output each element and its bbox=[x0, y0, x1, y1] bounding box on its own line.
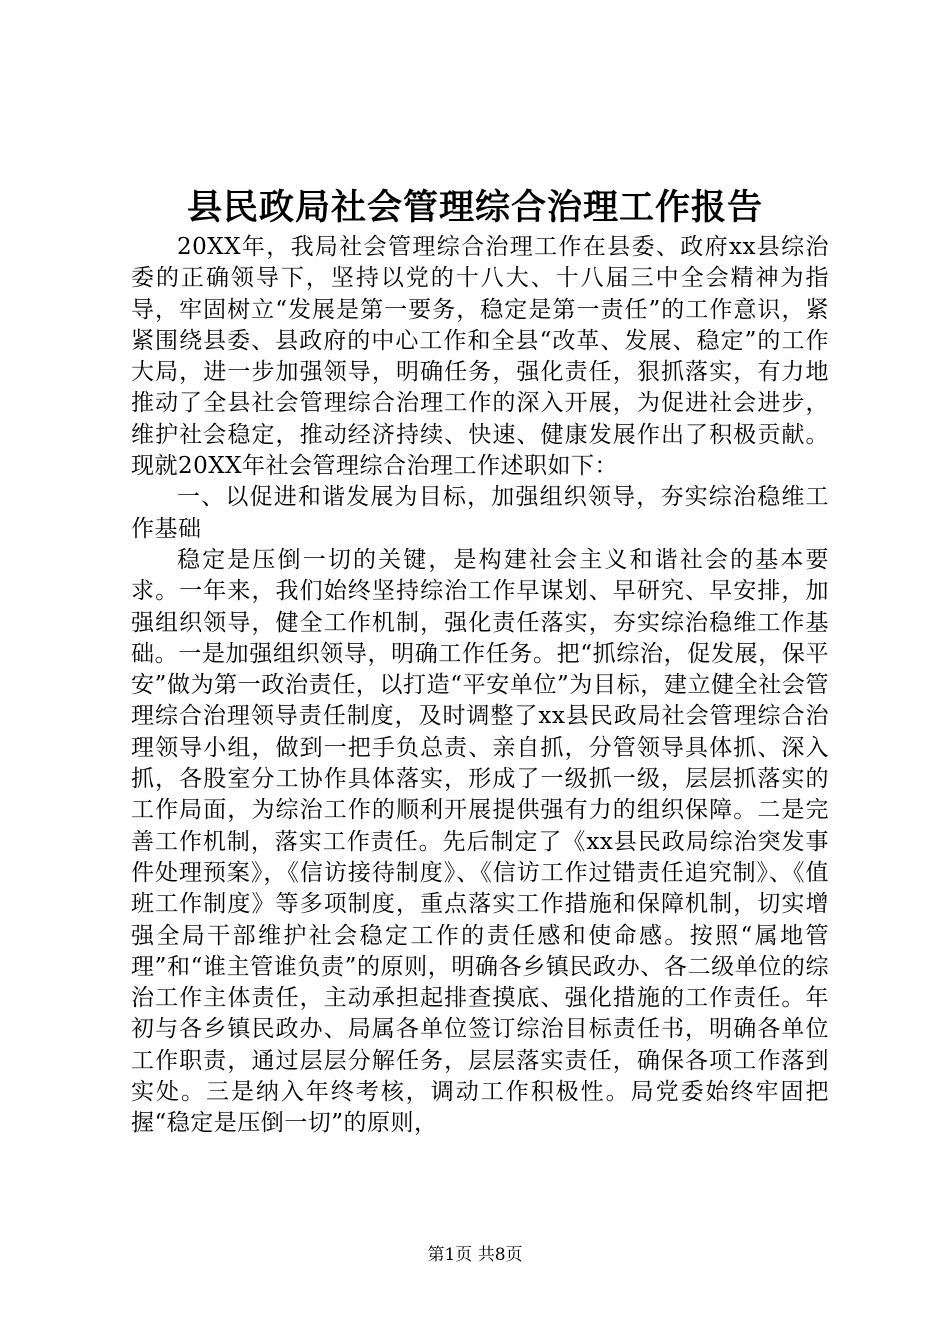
paragraph-intro: 20XX年，我局社会管理综合治理工作在县委、政府xx县综治委的正确领导下，坚持以党的十八大、十八届三中全会精神为指导，牢固树立“发展是第一要务，稳定是第一责任”的工作意识，紧紧围绕县委、县政府的中心工作和全县“改革、发展、稳定”的工作大局，进一步加强领导，明确任务，强化责任，狠抓落实，有力地推动了全县社会管理综合治理工作的深入开展，为促进社会进步，维护社会稳定，推动经济持续、快速、健康发展作出了积极贡献。现就20XX年社会管理综合治理工作述职如下： bbox=[131, 234, 829, 480]
section-heading: 一、以促进和谐发展为目标，加强组织领导，夯实综治稳维工作基础 bbox=[131, 484, 829, 542]
document-title: 县民政局社会管理综合治理工作报告 bbox=[186, 187, 763, 228]
page-number: 第1页 共8页 bbox=[427, 1245, 523, 1265]
document-body bbox=[131, 232, 829, 1140]
paragraph-section-one: 稳定是压倒一切的关键，是构建社会主义和谐社会的基本要求。一年来，我们始终坚持综治工作早谋划、早研究、早安排，加强组织领导，健全工作机制，强化责任落实，夯实综治稳维工作基础。一是加强组织领导，明确工作任务。把“抓综治，促发展，保平安”做为第一政治责任，以打造“平安单位”为目标，建立健全社会管理综合治理领导责任制度，及时调整了xx县民政局社会管理综合治理领导小组，做到一把手负总责、亲自抓，分管领导具体抓、深入抓，各股室分工协作具体落实，形成了一级抓一级，层层抓落实的工作局面，为综治工作的顺利开展提供强有力的组织保障。二是完善工作机制，落实工作责任。先后制定了《xx县民政局综治突发事件处理预案》，《信访接待制度》、《信访工作过错责任追究制》、《值班工作制度》等多项制度，重点落实工作措施和保障机制，切实增强全局干部维护社会稳定工作的责任感和使命感。按照“属地管理”和“谁主管谁负责”的原则，明确各乡镇民政办、各二级单位的综治工作主体责任，主动承担起排查摸底、强化措施的工作责任。年初与各乡镇民政办、局属各单位签订综治目标责任书，明确各单位工作职责，通过层层分解任务，层层落实责任，确保各项工作落到实处。三是纳入年终考核，调动工作积极性。局党委始终牢固把握“稳定是压倒一切”的原则， bbox=[131, 546, 829, 1137]
